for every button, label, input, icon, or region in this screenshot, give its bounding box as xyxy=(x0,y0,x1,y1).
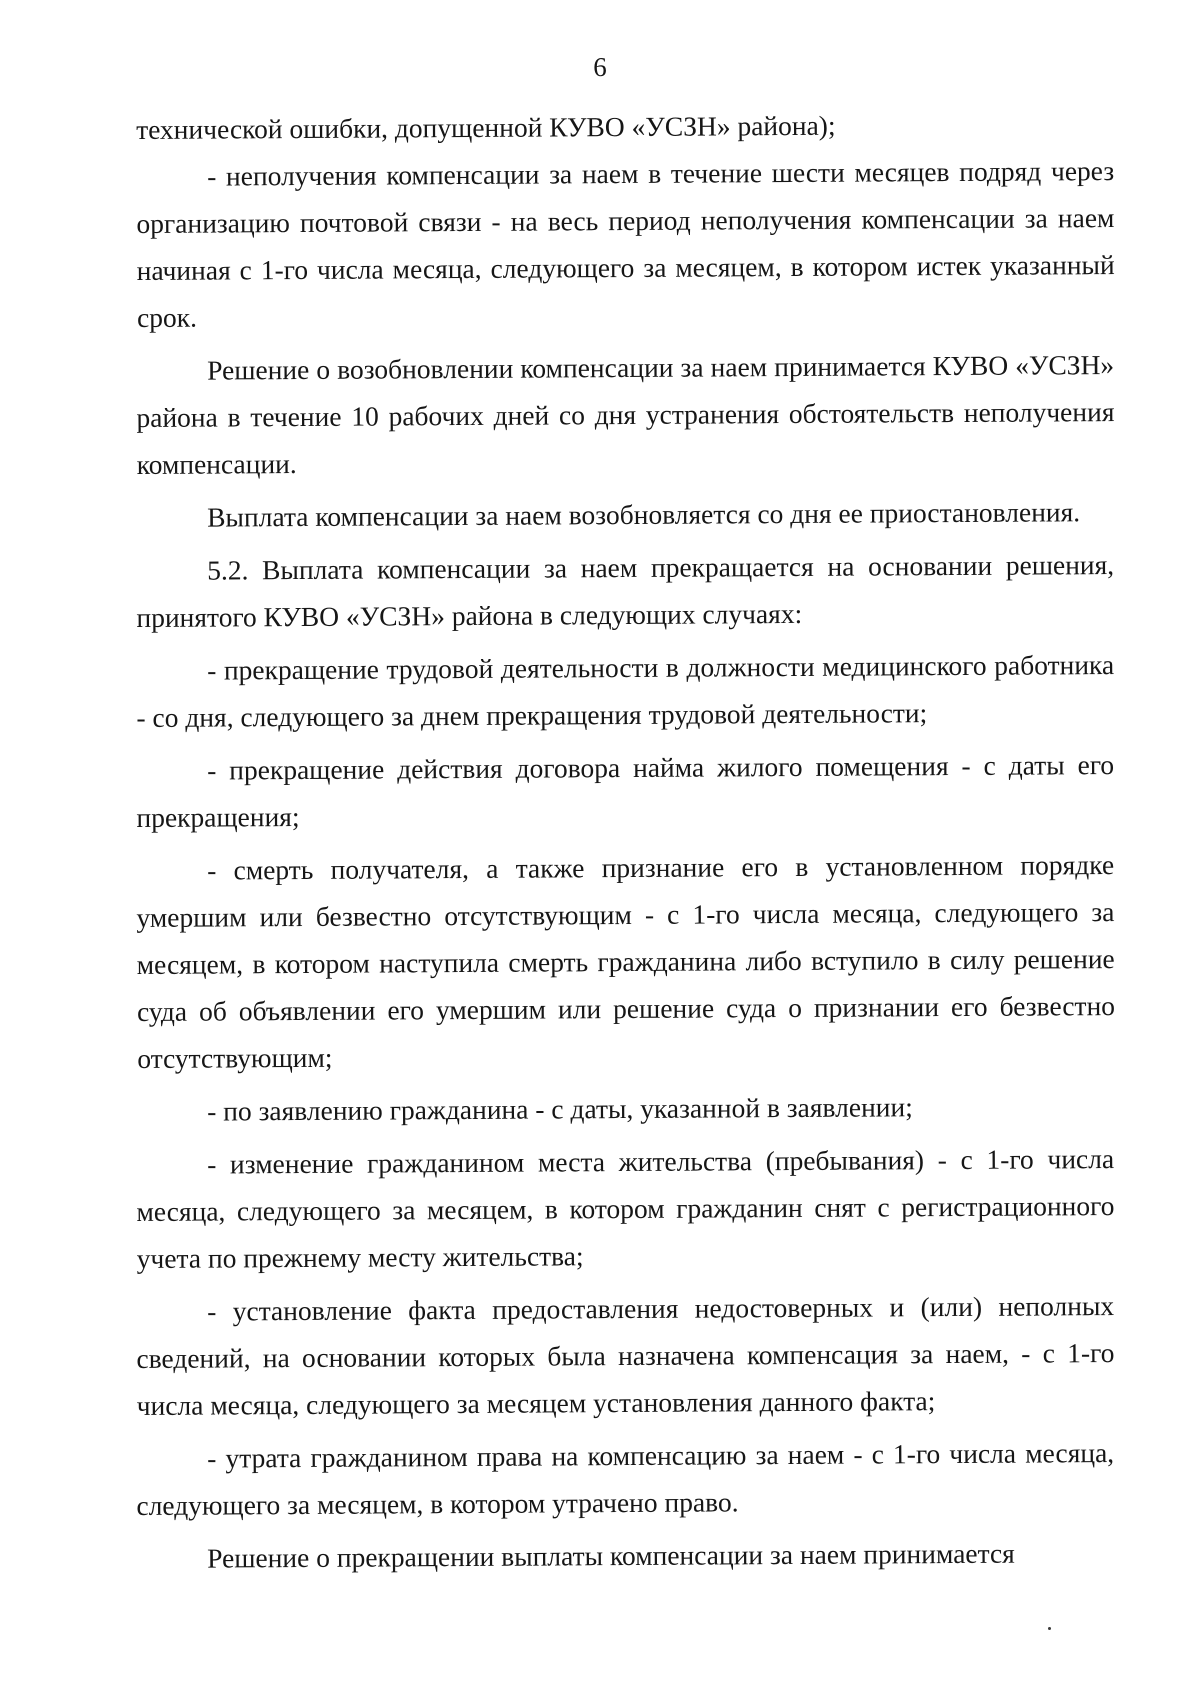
paragraph-item-citizen-request: - по заявлению гражданина - с даты, указанной в заявлении; xyxy=(207,1091,913,1127)
paragraph-payment-resumed: Выплата компенсации за наем возобновляется со дня ее приостановления. xyxy=(207,496,1081,533)
paragraph-item-false-information: - установление факта предоставления недостоверных и (или) неполных сведений, на основании которых была назначена компенсация за наем, - с 1-го числа месяца, следующего за месяцем установления данного факта; xyxy=(136,1290,1115,1421)
paragraph-item-postal-nonreceipt: - неполучения компенсации за наем в течение шести месяцев подряд через организацию почтовой связи - на весь период неполучения компенсации за наем начиная с 1-го числа месяца, следующего за месяцем, в котором истек указанный срок. xyxy=(136,155,1115,333)
paragraph-section-5-2: 5.2. Выплата компенсации за наем прекращается на основании решения, принятого КУВО «УСЗН» района в следующих случаях: xyxy=(136,549,1115,633)
document-body xyxy=(136,106,1114,1582)
paragraph-item-death: - смерть получателя, а также признание его в установленном порядке умершим или безвестно отсутствующим - с 1-го числа месяца, следующего за месяцем, в котором наступила смерть гражданина либо вступило в силу решение суда об объявлении его умершим или решение суда о признании его безвестно отсутствующим; xyxy=(136,849,1116,1074)
paragraph-resumption-decision: Решение о возобновлении компенсации за наем принимается КУВО «УСЗН» района в течение 10 рабочих дней со дня устранения обстоятельств неполучения компенсации. xyxy=(136,349,1115,480)
paragraph-item-loss-of-right: - утрата гражданином права на компенсацию за наем - с 1-го числа месяца, следующего за месяцем, в котором утрачено право. xyxy=(136,1437,1115,1521)
scan-speck xyxy=(1048,1627,1051,1630)
paragraph-item-residence-change: - изменение гражданином места жительства (пребывания) - с 1-го числа месяца, следующего за месяцем, в котором гражданин снят с регистрационного учета по прежнему месту жительства; xyxy=(136,1143,1115,1274)
paragraph-item-employment-termination: - прекращение трудовой деятельности в должности медицинского работника - со дня, следующего за днем прекращения трудовой деятельности; xyxy=(136,649,1115,733)
paragraph-termination-decision: Решение о прекращении выплаты компенсации за наем принимается xyxy=(207,1537,1015,1574)
paragraph-continuation: технической ошибки, допущенной КУВО «УСЗН» района); xyxy=(136,109,836,145)
paragraph-item-lease-termination: - прекращение действия договора найма жилого помещения - с даты его прекращения; xyxy=(136,749,1115,833)
page-number: 6 xyxy=(593,52,607,82)
